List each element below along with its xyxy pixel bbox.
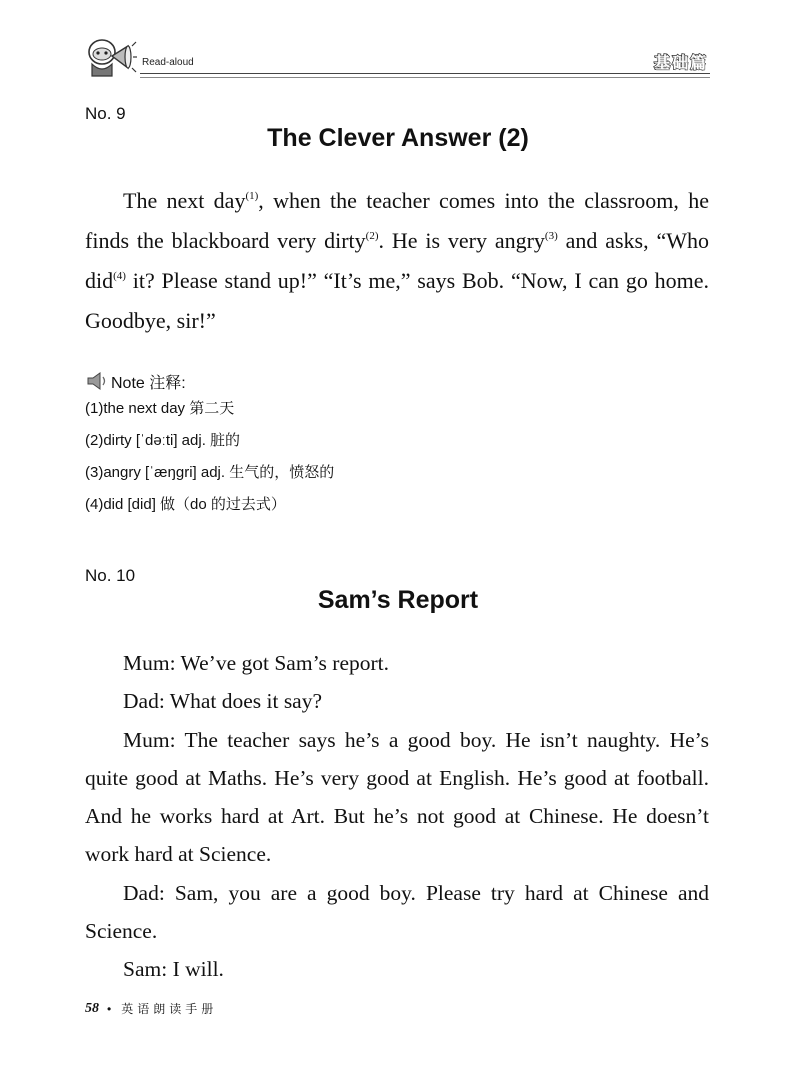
dialogue-line: Mum: The teacher says he’s a good boy. He isn’t naughty. He’s quite good at Maths. He’s very good at English. He’s good at football. And he works hard at Art. But he’s not good at Chinese. He doesn’t work hard at Science.: [85, 727, 709, 867]
story-title: Sam’s Report: [317, 586, 479, 614]
dialogue-line: Mum: We’ve got Sam’s report.: [123, 651, 389, 675]
story-number: No. 9: [85, 104, 126, 123]
header-rule-thin: [140, 77, 710, 78]
header-rule: [140, 73, 710, 74]
book-title: 英语朗读手册: [121, 1002, 218, 1016]
dialogue-line: Dad: Sam, you are a good boy. Please try hard at Chinese and Science.: [85, 880, 709, 944]
note-item: (3)angry [ˈæŋgri] adj. 生气的，愤怒的: [85, 464, 335, 481]
dialogue-line: Sam: I will.: [123, 957, 224, 982]
notes-section: [85, 369, 585, 521]
note-item: (4)did [did] 做（do 的过去式）: [85, 496, 286, 513]
mascot-megaphone-icon: [82, 32, 138, 80]
page-number: 58: [85, 1000, 99, 1016]
dialogue-line: Dad: What does it say?: [123, 689, 323, 714]
story-title: The Clever Answer (2): [267, 124, 529, 152]
note-item: (1)the next day 第二天: [85, 400, 235, 417]
footnote-ref: (3): [544, 230, 558, 242]
footer-bullet: •: [107, 1001, 112, 1016]
footnote-ref: (4): [113, 270, 126, 282]
story-number: No. 10: [85, 566, 136, 585]
section-label: Read-aloud: [142, 57, 194, 68]
footnote-ref: (2): [365, 230, 379, 242]
level-badge: 基础篇: [653, 55, 708, 72]
footnote-ref: (1): [245, 190, 259, 202]
notes-heading: Note 注释:: [85, 369, 585, 393]
note-item: (2)dirty [ˈdəːti] adj. 脏的: [85, 432, 241, 449]
page-footer: [85, 1000, 217, 1017]
story-paragraph: The next day$^{(1)}$, when the teacher comes into the classroom, he finds the blackboard very dirty$^{(2)}$. He is very angry$^{(3)}$ and asks, “Who did$^{(4)}$ it? Please stand up!” “It’s me,” says Bob. “Now, I can go home. Goodbye, sir!”: [85, 188, 709, 333]
page-header: [82, 30, 710, 80]
speaker-icon: [85, 371, 109, 391]
dialogue: [85, 644, 709, 989]
